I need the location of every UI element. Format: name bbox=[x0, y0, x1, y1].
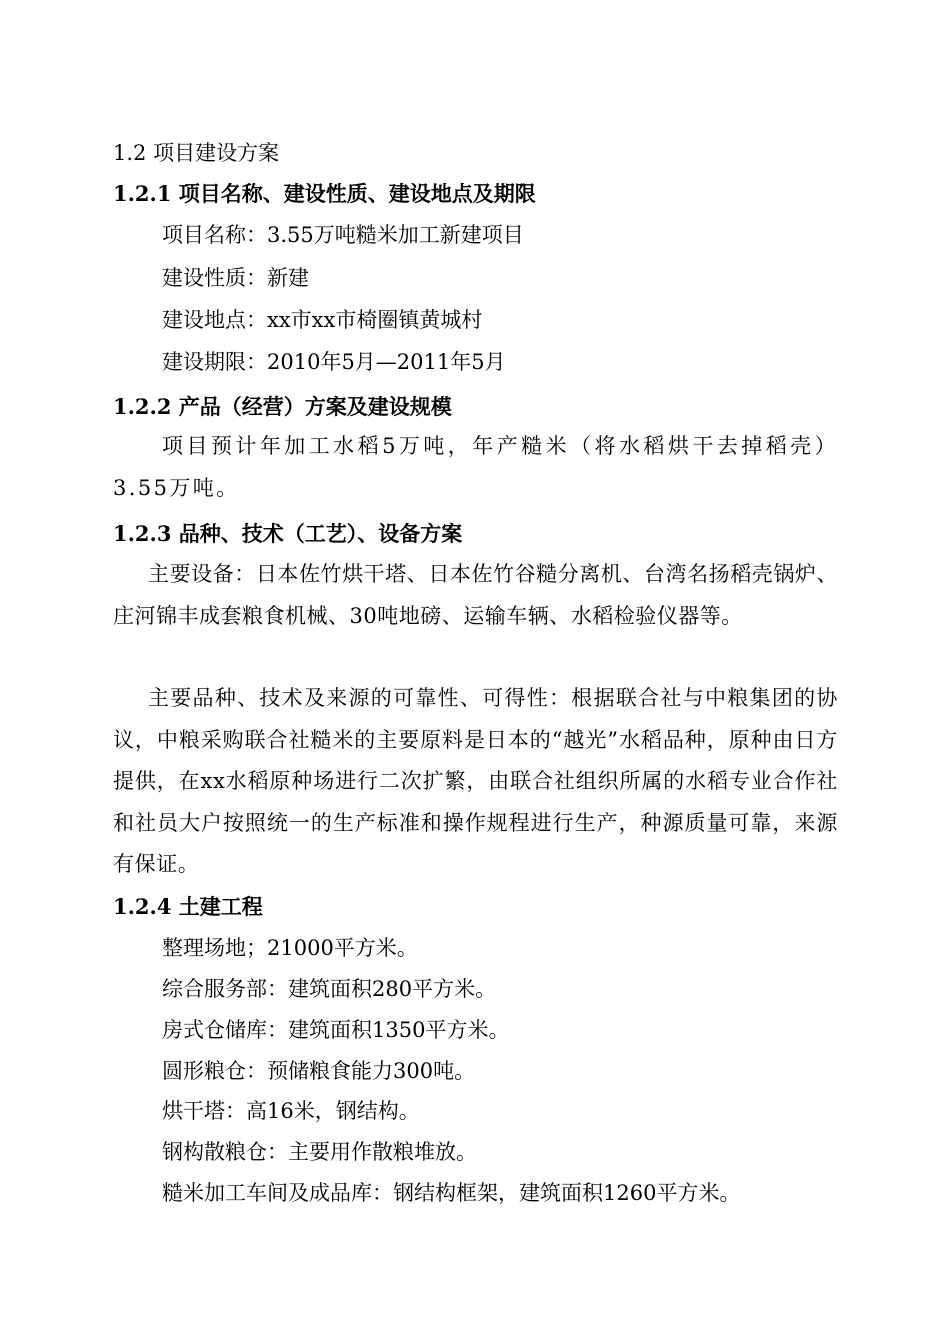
section-heading-1-2-1: 1.2.1 项目名称、建设性质、建设地点及期限 bbox=[113, 181, 536, 206]
section-heading-1-2-2: 1.2.2 产品（经营）方案及建设规模 bbox=[113, 394, 452, 419]
section-heading-1-2: 1.2 项目建设方案 bbox=[113, 141, 280, 165]
processing-workshop-line: 糙米加工车间及成品库：钢结构框架，建筑面积1260平方米。 bbox=[162, 1181, 741, 1205]
site-leveling-line: 整理场地；21000平方米。 bbox=[162, 936, 418, 960]
warehouse-line: 房式仓储库：建筑面积1350平方米。 bbox=[162, 1018, 510, 1042]
service-department-line: 综合服务部：建筑面积280平方米。 bbox=[162, 977, 497, 1001]
section-heading-1-2-4: 1.2.4 土建工程 bbox=[113, 894, 263, 919]
drying-tower-line: 烘干塔：高16米，钢结构。 bbox=[162, 1099, 420, 1123]
production-scale-paragraph: 项目预计年加工水稻5万吨，年产糙米（将水稻烘干去掉稻壳）3.55万吨。 bbox=[113, 434, 838, 500]
project-name-line: 项目名称：3.55万吨糙米加工新建项目 bbox=[162, 223, 524, 247]
equipment-paragraph: 主要设备：日本佐竹烘干塔、日本佐竹谷糙分离机、台湾名扬稻壳锅炉、庄河锦丰成套粮食机械、30吨地磅、运输车辆、水稻检验仪器等。 bbox=[113, 562, 838, 628]
construction-nature-line: 建设性质：新建 bbox=[162, 266, 309, 290]
round-granary-line: 圆形粮仓：预储粮食能力300吨。 bbox=[162, 1059, 476, 1083]
section-heading-1-2-3: 1.2.3 品种、技术（工艺）、设备方案 bbox=[113, 521, 463, 546]
construction-location-line: 建设地点：xx市xx市椅圈镇黄城村 bbox=[162, 308, 483, 332]
construction-period-line: 建设期限：2010年5月—2011年5月 bbox=[162, 350, 506, 374]
steel-granary-line: 钢构散粮仓：主要用作散粮堆放。 bbox=[162, 1140, 477, 1164]
variety-technology-paragraph: 主要品种、技术及来源的可靠性、可得性：根据联合社与中粮集团的协议，中粮采购联合社糙米的主要原料是日本的“越光”水稻品种，原种由日方提供，在xx水稻原种场进行二次扩繁，由联合社组织所属的水稻专业合作社和社员大户按照统一的生产标准和操作规程进行生产，种源质量可靠，来源有保证。 bbox=[113, 686, 838, 877]
